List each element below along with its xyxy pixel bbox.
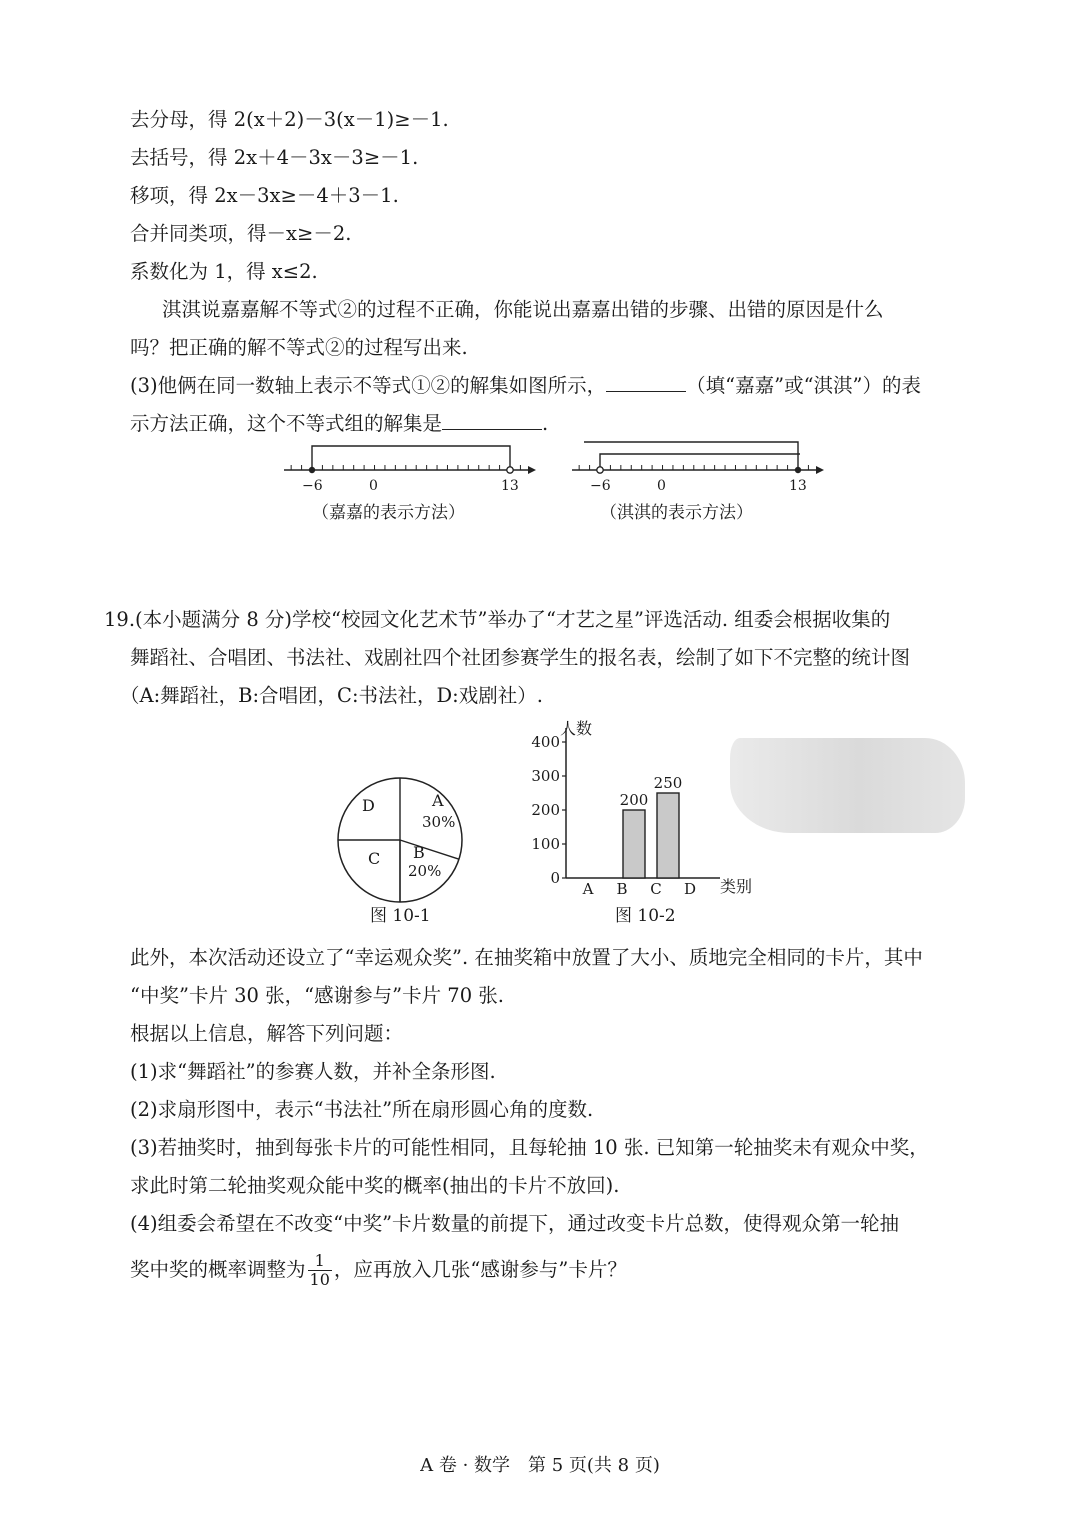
q18-part3-b: （填“嘉嘉”或“淇淇”）的表	[686, 374, 922, 397]
fraction-denominator: 10	[309, 1270, 330, 1289]
step-line: 去分母，得 2(x＋2)－3(x－1)≥－1.	[130, 108, 449, 131]
arrow-icon	[816, 466, 824, 474]
after-line: 求此时第二轮抽奖观众能中奖的概率(抽出的卡片不放回).	[130, 1174, 620, 1197]
numberline-qiqi	[568, 436, 828, 532]
y-tick-label: 400	[531, 733, 560, 751]
caption-pie: 图 10-1	[370, 906, 431, 926]
y-tick-label: 200	[531, 801, 560, 819]
x-tick-label: C	[650, 880, 662, 898]
q18-part3-line2	[130, 410, 548, 438]
q18-text-1: 淇淇说嘉嘉解不等式②的过程不正确，你能说出嘉嘉出错的步骤、出错的原因是什么	[162, 298, 884, 321]
hollow-point	[507, 467, 513, 473]
solution-bracket-left	[600, 454, 800, 470]
after-line: (3)若抽奖时，抽到每张卡片的可能性相同，且每轮抽 10 张. 已知第一轮抽奖未有观众中奖，	[130, 1136, 929, 1159]
fraction	[308, 1252, 332, 1289]
q19-line3: （A:舞蹈社，B:合唱团，C:书法社，D:戏剧社）.	[120, 684, 543, 707]
q18-part3-d: .	[542, 412, 549, 435]
y-tick-label: 0	[550, 869, 560, 887]
last-line-a: 奖中奖的概率调整为	[130, 1258, 306, 1281]
x-tick-label: B	[616, 880, 628, 898]
q18-part3-line1	[130, 372, 921, 400]
q18-part3-c: 示方法正确，这个不等式组的解集是	[130, 412, 443, 435]
y-axis-label: 人数	[560, 719, 593, 738]
scan-smudge	[730, 738, 965, 833]
after-line: (4)组委会希望在不改变“中奖”卡片数量的前提下，通过改变卡片总数，使得观众第一轮抽	[130, 1212, 900, 1235]
arrow-icon	[528, 466, 536, 474]
q18-part3-a: (3)他俩在同一数轴上表示不等式①②的解集如图所示，	[130, 374, 607, 397]
q18-text-2: 吗？把正确的解不等式②的过程写出来.	[130, 336, 468, 359]
after-line: 根据以上信息，解答下列问题：	[130, 1022, 404, 1045]
answer-blank-1[interactable]	[606, 373, 686, 392]
solid-point	[309, 467, 315, 473]
step-line: 合并同类项，得－x≥－2.	[130, 222, 352, 245]
page-footer: A 卷 · 数学 第 5 页(共 8 页)	[420, 1455, 660, 1476]
last-line-b: ，应再放入几张“感谢参与”卡片？	[333, 1258, 627, 1281]
step-line: 系数化为 1，得 x≤2.	[130, 260, 318, 283]
fraction-numerator: 1	[308, 1252, 332, 1271]
solution-bracket-right	[584, 442, 798, 470]
caption-jiajia: （嘉嘉的表示方法）	[312, 503, 465, 523]
y-tick-label: 300	[531, 767, 560, 785]
slice-label-b: B	[413, 843, 425, 862]
q19-line2: 舞蹈社、合唱团、书法社、戏剧社四个社团参赛学生的报名表，绘制了如下不完整的统计图	[130, 646, 911, 669]
caption-bar: 图 10-2	[615, 906, 676, 926]
bar-data-label: 200	[619, 791, 649, 809]
x-axis-label: 类别	[720, 877, 753, 896]
slice-label-a: A	[432, 791, 444, 810]
after-line: (2)求扇形图中，表示“书法社”所在扇形圆心角的度数.	[130, 1098, 594, 1121]
bar	[657, 793, 679, 878]
slice-percent-b: 20%	[408, 862, 442, 880]
step-line: 移项，得 2x－3x≥－4＋3－1.	[130, 184, 399, 207]
bar-data-label: 250	[653, 774, 683, 792]
label-13: 13	[789, 478, 807, 494]
after-line: (1)求“舞蹈社”的参赛人数，并补全条形图.	[130, 1060, 496, 1083]
label-neg6: −6	[302, 478, 323, 494]
after-line: “中奖”卡片 30 张，“感谢参与”卡片 70 张.	[130, 984, 504, 1007]
bar	[623, 810, 645, 878]
solid-point	[795, 467, 801, 473]
slice-percent-a: 30%	[422, 813, 456, 831]
answer-blank-2[interactable]	[442, 411, 542, 430]
caption-qiqi: （淇淇的表示方法）	[600, 503, 753, 523]
x-tick-label: D	[683, 880, 697, 898]
y-tick-label: 100	[531, 835, 560, 853]
label-13: 13	[501, 478, 519, 494]
slice-label-c: C	[368, 849, 381, 868]
hollow-point	[597, 467, 603, 473]
solution-bracket	[312, 446, 510, 470]
after-line: 此外，本次活动还设立了“幸运观众奖”. 在抽奖箱中放置了大小、质地完全相同的卡片，其中	[130, 946, 923, 969]
numberline-jiajia	[280, 436, 540, 532]
bar-chart	[520, 712, 770, 902]
x-tick-label: A	[582, 880, 594, 898]
slice-label-d: D	[362, 796, 375, 815]
q19-line1: 19.(本小题满分 8 分)学校“校园文化艺术节”举办了“才艺之星”评选活动. 组委会根据收集的	[104, 608, 891, 631]
step-line: 去括号，得 2x＋4－3x－3≥－1.	[130, 146, 419, 169]
last-line	[130, 1252, 627, 1289]
label-zero: 0	[369, 478, 378, 494]
label-neg6: −6	[590, 478, 611, 494]
label-zero: 0	[657, 478, 666, 494]
